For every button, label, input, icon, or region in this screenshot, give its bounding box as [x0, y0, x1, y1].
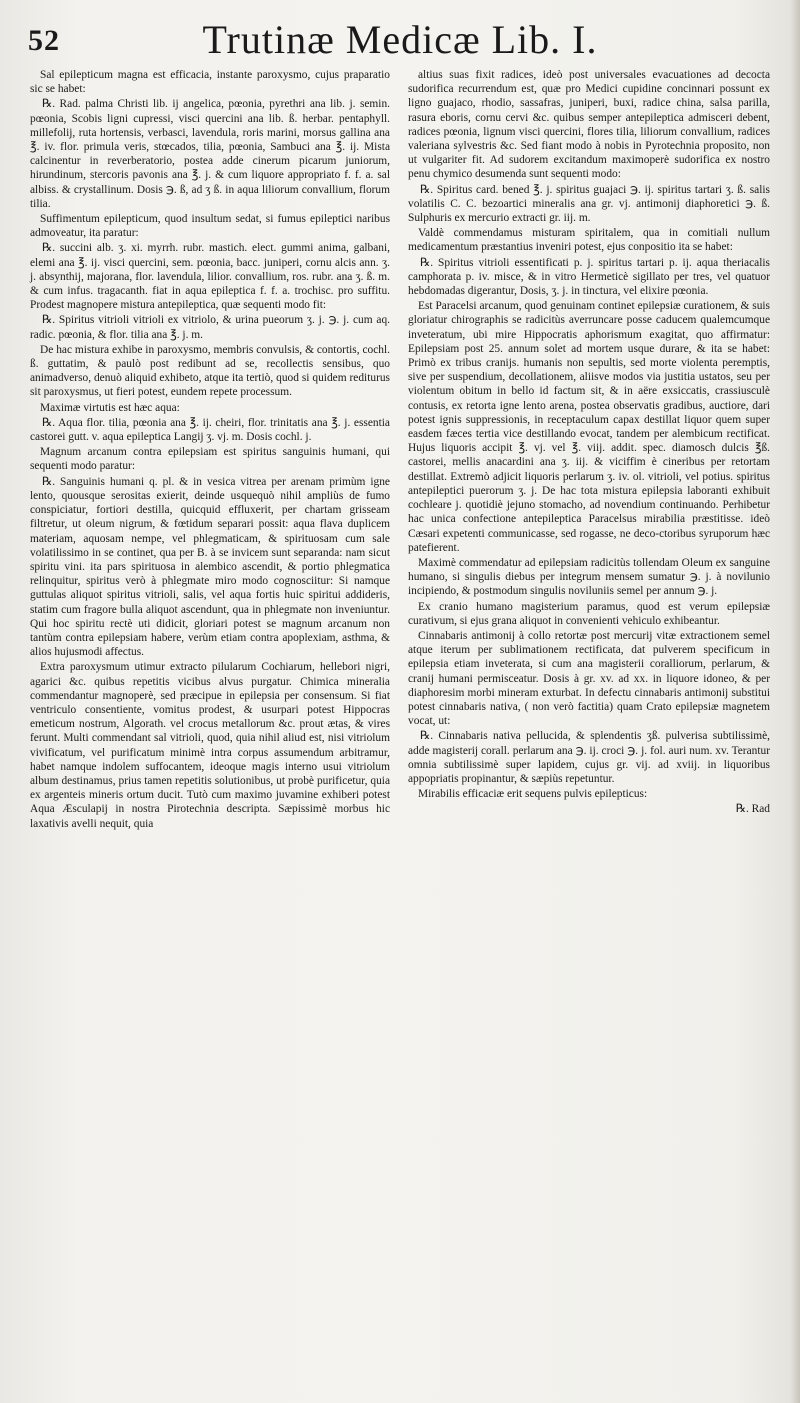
recipe-paragraph: ℞. succini alb. ʒ. xi. myrrh. rubr. mastich. elect. gummi anima, galbani, elemi ana ℥. ij. visci quercini, sem. pœonia, bacc. juniperi, cornu alcis ann. ʒ. j. absynthij, majorana, flor. lavendula, lilior. convallium, ros. rubr. ana ʒ. ß. m. & cum infus. tragacanth. fiat in aqua epileptica f. f. a. trochisc. pro suffitu. Prodest magnopere mistura antepileptica, quæ sequenti modo fit:	[30, 242, 390, 312]
paragraph: Suffimentum epilepticum, quod insultum sedat, si fumus epileptici naribus admoveatur, ita paratur:	[30, 213, 390, 240]
paragraph: Magnum arcanum contra epilepsiam est spiritus sanguinis humani, qui sequenti modo paratur:	[30, 446, 390, 473]
recipe-paragraph: ℞. Aqua flor. tilia, pœonia ana ℥. ij. cheiri, flor. trinitatis ana ℥. j. essentia castorei gutt. v. aqua epileptica Langij ʒ. vj. m. Dosis cochl. j.	[30, 416, 390, 444]
paragraph: Sal epilepticum magna est efficacia, instante paroxysmo, cujus praparatio sic se habet:	[30, 69, 390, 96]
paragraph: Extra paroxysmum utimur extracto pilularum Cochiarum, hellebori nigri, agarici &c. quibus repetitis vicibus alvus purgatur. Chimica mineralia commendantur magnoperè, sed præcipue in epilepsia per consensum. Si fiat ventriculo consentiente, vomitus prodest, & usurpari potest Hippocras emeticum nostrum, Algorath. vel crocus metallorum &c. prout ætas, & vires ferunt. Multi commendant sal vitrioli, quod, quia nihil aliud est, nisi vitriolum vivificatum, vel purificatum minimè intra corpus assumendum arbitramur, habet namque indolem suffocantem, ideoque magis interno usui vitriolum album destinamus, prius tamen repetitis solutionibus, ut probè purificetur, quia ex argenteis mineris ortum ducit. Tutò cum maximo juvamine exhiberi potest Aqua Æsculapij in nostra Pirotechnia descripta. Sæpissimè morbus hic laxativis avelli nequit, quia	[30, 661, 390, 830]
page-edge-shadow	[790, 0, 800, 1403]
paragraph: Mirabilis efficaciæ erit sequens pulvis epilepticus:	[418, 788, 648, 801]
paragraph: Valdè commendamus misturam spiritalem, qua in comitiali nullum medicamentum præstantius inveniri potest, ejus conpositio ita se habet:	[408, 227, 770, 254]
recipe-paragraph: ℞. Rad. palma Christi lib. ij angelica, pœonia, pyrethri ana lib. j. semin. pœonia, Scobis ligni cupressi, visci quercini ana lib. ß. herbar. pentaphyll. millefolij, ruta hortensis, verbasci, lavendula, roris marini, morsus gallina ana ℥. iv. flor. primula veris, stœcados, tilia, pœonia, Sambuci ana ℥. ij. Mista calcinentur in reverberatorio, postea adde cinerum picarum juniorum, hirundinum, stercoris pavonis ana ℥. j. & cum liquore appropriato f. f. a. sal albiss. & crystallinum. Dosis ℈. ß, ad ʒ ß. in aqua liliorum convallium, florum tilia.	[30, 98, 390, 210]
catchword: ℞. Rad	[735, 803, 770, 816]
page-header	[20, 8, 780, 64]
paragraph: De hac mistura exhibe in paroxysmo, membris convulsis, & contortis, cochl. ß. guttatim, & paulò post redibunt ad se, recollectis sensibus, quo animadverso, denuò aliquid exhibeto, atque ita tertiò, quod si quidem rediturus sit paroxysmus, ut fieri potest, eundem repete processum.	[30, 343, 390, 399]
paragraph: Maximæ virtutis est hæc aqua:	[40, 401, 180, 414]
paragraph: Ex cranio humano magisterium paramus, quod est verum epilepsiæ curativum, si ejus grana aliquot in convenienti vehiculo exhibeantur.	[408, 600, 770, 627]
recipe-paragraph: ℞. Spiritus card. bened ℥. j. spiritus guajaci ℈. ij. spiritus tartari ʒ. ß. salis volatilis C. C. bezoartici mineralis ana gr. vj. antimonij diaphoretici ℈. ß. Sulphuris ex mercurio extracti gr. iij. m.	[408, 183, 770, 225]
left-column	[30, 68, 390, 832]
paragraph: altius suas fixit radices, ideò post universales evacuationes ad decocta sudorifica recurrendum est, quæ pro Medici cupidine concinnari possunt ex ligno guajaco, rhodio, sassafras, juniperi, buxi, radice china, salsa parilla, rasura eboris, cornu cervi &c. quibus semper antepileptica admisceri debent, radices pœonia, lignum visci quercini, flores tilia, liliorum convallium, radices valeriana sylvestris &c. Sed fiant modo à nobis in Pyrotechnia proposito, non ut vulgariter fit. Ad sudorem excitandum maximoperè sudorifica ex nostro penu chymico desumenda sunt sequenti modo:	[408, 69, 770, 181]
page-number: 52	[28, 24, 60, 57]
recipe-paragraph: ℞. Spiritus vitrioli essentificati p. j. spiritus tartari p. ij. aqua theriacalis camphorata p. iv. misce, & in vitro Hermeticè sigillato per tres, vel quatuor hebdomadas digerantur, Dosis, ʒ. j. in tinctura, vel elixire pœonia.	[408, 256, 770, 298]
paragraph: Est Paracelsi arcanum, quod genuinam continet epilepsiæ curationem, & suis gloriatur chirographis se radicitùs averruncare posse caducem qualemcumque inveteratum, ubi mire Hippocratis aphorismum exagitat, quo affirmatur: Epilepsiam post 25. annum solet ad mortem usque durare, & ita se habet: Primò ex tribus cranijs. humanis non sepultis, sed morte violenta peremptis, sive per suspendium, decollationem, aliisve modos via justitia ustatos, seu per violentum obitum in bello id factum sit, & in aëre exsiccatis, crassiusculè contusis, ex retorta igne lento arena, postea observatis gradibus, auctiore, dari potest ignis suppressionis, in receptaculum capax destillat liquor quem super easdem fæces tertia vice destillando evocat, tandem per alembicum rectificat. Hujus liquoris accipit ℥. vj. vel ℥. viij. addit. spec. diamosch dulcis ℥ß. castorei, mellis anacardini ana ʒ. iij. & viciffim è cineribus per retortam destillat. Extremò adjicit liquoris perlarum ʒ. iv. ol. vitrioli, vel potius. spiritus antepileptici puerorum ʒ. j. De hac tota mistura epilepsia laboranti exhibuit cochleare j. quotidiè jejuno stomacho, ad novendium continuando. Perhibetur hac unica confectione antepileptica Paracelsus mirabilia præstitisse. ideò Cæsari expetenti communicasse, sed rogasse, ne deco-ctoribus syruporum hæc patefierent.	[408, 300, 770, 554]
right-column	[408, 68, 770, 818]
recipe-paragraph: ℞. Cinnabaris nativa pellucida, & splendentis ʒß. pulverisa subtilissimè, adde magisterij corall. perlarum ana ℈. ij. croci ℈. j. fol. auri num. xv. Terantur omnia subtilissimè super lapidem, cujus gr. vij. ad xviij. in liquoribus appopriatis propinantur, & sæpiùs repetuntur.	[408, 730, 770, 785]
running-title: Trutinæ Medicæ Lib. I.	[202, 17, 598, 62]
paragraph: Maximè commendatur ad epilepsiam radicitùs tollendam Oleum ex sanguine humano, si singulis diebus per integrum mensem sumatur ℈. j. à novilunio incipiendo, & postmodum singulis noviluniis semel per annum ℈. j.	[408, 556, 770, 598]
recipe-paragraph: ℞. Spiritus vitrioli vitrioli ex vitriolo, & urina pueorum ʒ. j. ℈. j. cum aq. radic. pœonia, & flor. tilia ana ℥. j. m.	[30, 314, 390, 341]
paragraph: Cinnabaris antimonij à collo retortæ post mercurij vitæ extractionem semel atque iterum per sublimationem rectificata, dat pulverem specificum in epilepsia etiam inveterata, si cum ana magisterii coralliorum, perlarum, & cranij humani permisceatur. Dosis à gr. xv. ad xx. in liquore idoneo, & per diaphoresim morbi mineram exturbat. In defectu cinnabaris antimonij substitui potest cinnabaris nativa, ( non verò factitia) quam Crato epilepsiæ magnetem vocat, ut:	[408, 629, 770, 728]
recipe-paragraph: ℞. Sanguinis humani q. pl. & in vesica vitrea per arenam primùm igne lento, quousque serositas exierit, deinde usquequò nihil ampliùs de fumo conspiciatur, fortiori destilla, quicquid effluxerit, per chartam grisseam filtretur, ut oleum nigrum, & fœtidum separari possit: aqua flava duplicem materiam, aquosam nempe, vel phlegmaticam, & spirituosam cum sale volatilissimo in se continet, qua per B. à se invicem sunt separanda: nam sicut spiritu vini. ita pars spirituosa in alembico ascendit, & portio phlegmatica relinquitur, spiritus verò à phlegmate miro modo cognosciitur: Si namque guttulas aliquot spiritus vitrioli, salis, vel aqua fortis huic spiritui addideris, statim cum fragore bulla aliquot ascendunt, qua in phlegmate non inveniuntur. Qui hoc spiritu rectè uti didicit, gloriari potest se magnum arcanum non tantùm contra epilepsiam habere, verùm etiam contra apoplexiam, asthma, & alios hujusmodi affectus.	[30, 475, 390, 659]
